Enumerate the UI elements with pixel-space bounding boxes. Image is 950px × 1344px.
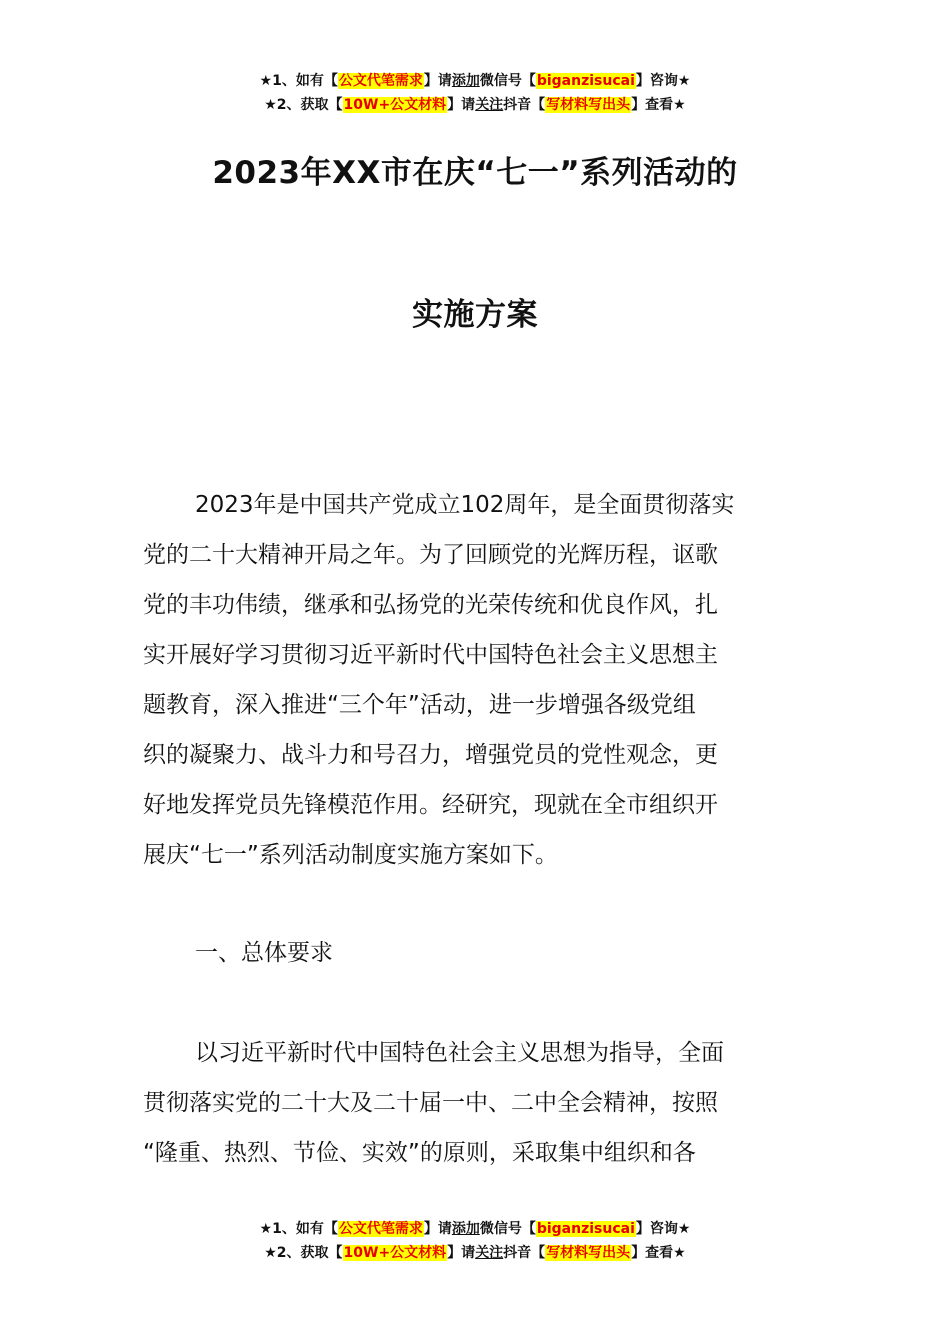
highlight-service: 公文代笔需求 xyxy=(338,1221,423,1237)
header-banner xyxy=(0,69,950,117)
highlight-materials: 10W+公文材料 xyxy=(343,1245,447,1261)
paragraph-line: “隆重、热烈、节俭、实效”的原则，采取集中组织和各 xyxy=(143,1140,696,1166)
paragraph-line: 展庆“七一”系列活动制度实施方案如下。 xyxy=(143,842,558,868)
banner-text: 】请 xyxy=(423,73,452,89)
highlight-materials: 10W+公文材料 xyxy=(343,97,447,113)
banner-line-1 xyxy=(0,69,950,93)
banner-line-1 xyxy=(0,1217,950,1241)
banner-underline-text: 关注 xyxy=(475,1245,504,1261)
banner-text: 】查看★ xyxy=(631,97,686,113)
banner-text: ★2、获取【 xyxy=(264,1245,343,1261)
banner-text: 】请 xyxy=(447,1245,476,1261)
footer-banner xyxy=(0,1217,950,1265)
paragraph-line: 好地发挥党员先锋模范作用。经研究，现就在全市组织开 xyxy=(143,792,718,818)
paragraph-line: 党的二十大精神开局之年。为了回顾党的光辉历程，讴歌 xyxy=(143,542,718,568)
paragraph-line: 织的凝聚力、战斗力和号召力，增强党员的党性观念，更 xyxy=(143,742,718,768)
banner-text: 微信号【 xyxy=(479,73,536,89)
banner-text: 】查看★ xyxy=(631,1245,686,1261)
section-heading: 一、总体要求 xyxy=(195,940,333,966)
paragraph-line: 2023年是中国共产党成立102周年，是全面贯彻落实 xyxy=(195,492,735,518)
banner-text: ★1、如有【 xyxy=(259,73,338,89)
banner-line-2 xyxy=(0,93,950,117)
banner-underline-text: 添加 xyxy=(451,1221,480,1237)
banner-underline-text: 关注 xyxy=(475,97,504,113)
banner-line-2 xyxy=(0,1241,950,1265)
banner-text: 】请 xyxy=(447,97,476,113)
banner-text: 微信号【 xyxy=(479,1221,536,1237)
paragraph-line: 党的丰功伟绩，继承和弘扬党的光荣传统和优良作风，扎 xyxy=(143,592,718,618)
banner-text: 抖音【 xyxy=(503,1245,546,1261)
highlight-douyin-id: 写材料写出头 xyxy=(546,1245,631,1261)
highlight-wechat-id: biganzisucai xyxy=(536,73,635,89)
highlight-wechat-id: biganzisucai xyxy=(536,1221,635,1237)
highlight-service: 公文代笔需求 xyxy=(338,73,423,89)
paragraph-line: 贯彻落实党的二十大及二十届一中、二中全会精神，按照 xyxy=(143,1090,718,1116)
document-title-line-2: 实施方案 xyxy=(412,297,538,333)
highlight-douyin-id: 写材料写出头 xyxy=(546,97,631,113)
banner-text: 】咨询★ xyxy=(635,73,691,89)
section-paragraph xyxy=(143,1028,807,1178)
banner-text: 】咨询★ xyxy=(635,1221,691,1237)
banner-text: ★2、获取【 xyxy=(264,97,343,113)
document-title-line-1: 2023年XX市在庆“七一”系列活动的 xyxy=(212,155,738,191)
paragraph-line: 以习近平新时代中国特色社会主义思想为指导，全面 xyxy=(195,1040,724,1066)
banner-text: ★1、如有【 xyxy=(259,1221,338,1237)
paragraph-line: 题教育，深入推进“三个年”活动，进一步增强各级党组 xyxy=(143,692,696,718)
banner-text: 抖音【 xyxy=(503,97,546,113)
intro-paragraph xyxy=(143,480,807,880)
banner-underline-text: 添加 xyxy=(451,73,480,89)
banner-text: 】请 xyxy=(423,1221,452,1237)
paragraph-line: 实开展好学习贯彻习近平新时代中国特色社会主义思想主 xyxy=(143,642,718,668)
